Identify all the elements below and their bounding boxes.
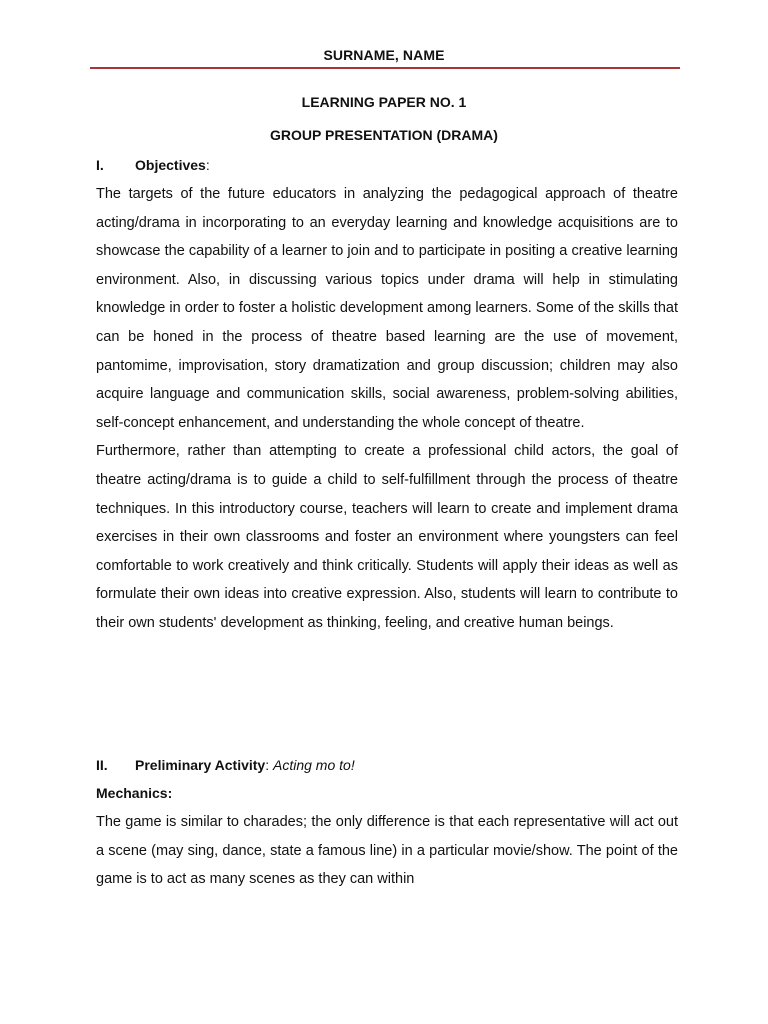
section-preliminary-heading [96, 757, 355, 773]
paper-subtitle: GROUP PRESENTATION (DRAMA) [270, 127, 498, 143]
section-objectives-heading [96, 157, 210, 173]
paper-title: LEARNING PAPER NO. 1 [301, 94, 467, 110]
section-number: II. [96, 757, 108, 773]
objectives-paragraph-1: The targets of the future educators in analyzing the pedagogical approach of theatre acting/drama in incorporating to an everyday learning and knowledge acquisitions are to showcase the capability of a learner to join and to participate in positing a creative learning environment. Also, in discussing various topics under drama will help in stimulating knowledge in order to foster a holistic development among learners. Some of the skills that can be honed in the process of theatre based learning are the use of movement, pantomime, improvisation, story dramatization and group discussion; children may also acquire language and communication skills, social awareness, problem-solving abilities, self-concept enhancement, and understanding the whole concept of theatre. [96, 186, 678, 431]
objectives-body [96, 180, 678, 638]
header-name: SURNAME, NAME [323, 47, 445, 63]
section-colon: : [265, 757, 270, 773]
section-title: Objectives [135, 157, 206, 173]
mechanics-body [96, 808, 678, 894]
mechanics-label-text: Mechanics [96, 785, 168, 801]
section-colon: : [205, 157, 210, 173]
activity-name: Acting mo to! [273, 757, 355, 773]
mechanics-paragraph: The game is similar to charades; the only difference is that each representative will act out a scene (may sing, dance, state a famous line) in a particular movie/show. The point of the game is to act as many scenes as they can within [96, 814, 678, 888]
objectives-paragraph-2: Furthermore, rather than attempting to create a professional child actors, the goal of theatre acting/drama is to guide a child to self-fulfillment through the process of theatre techniques. In this introductory course, teachers will learn to create and implement drama exercises in their own classrooms and foster an environment where youngsters can feel comfortable to work creatively and think critically. Students will apply their ideas as well as formulate their own ideas into creative expression. Also, students will learn to contribute to their own students' development as thinking, feeling, and creative human beings. [96, 443, 678, 631]
section-number: I. [96, 157, 104, 173]
header-divider [90, 67, 680, 69]
mechanics-colon: : [167, 785, 173, 801]
section-title: Preliminary Activity [135, 757, 266, 773]
mechanics-label [96, 785, 172, 801]
